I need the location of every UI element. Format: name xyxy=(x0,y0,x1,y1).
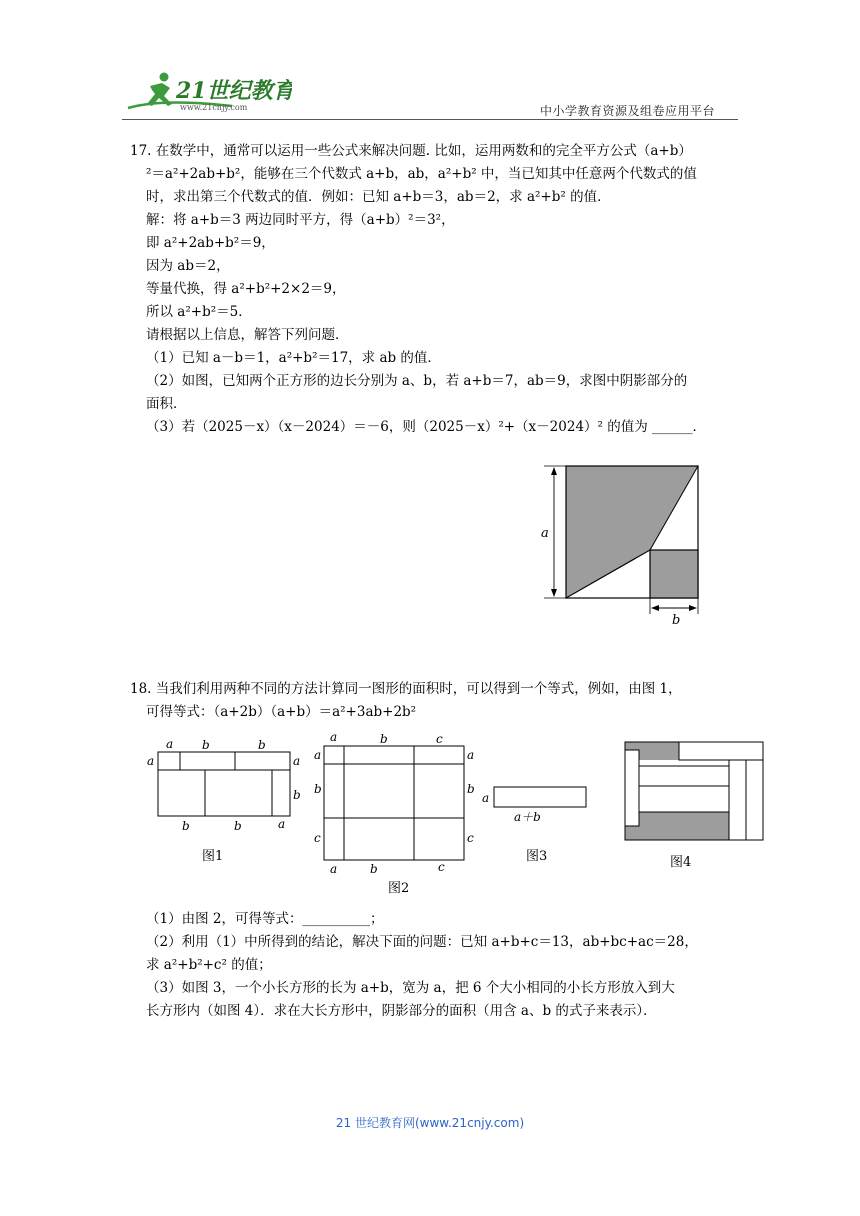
q17-small-square xyxy=(650,550,698,598)
q17-line-11: （2）如图，已知两个正方形的边长分别为 a、b，若 a+b＝7，ab＝9，求图中阴影部分的 xyxy=(146,373,688,389)
q17-line-12: 面积． xyxy=(146,396,187,412)
q18-part-3: （3）如图 3，一个小长方形的长为 a+b，宽为 a，把 6 个大小相同的小长方形放入到大 xyxy=(146,980,675,996)
q17-label-b: b xyxy=(672,613,681,628)
question-17 xyxy=(130,140,706,439)
q17-line-3: 时，求出第三个代数式的值．例如：已知 a+b＝3，ab＝2，求 a²+b² 的值． xyxy=(146,189,611,205)
fig2-caption: 图2 xyxy=(388,881,410,896)
fig2-top-b: b xyxy=(380,732,388,746)
q18-part-2-cont: 求 a²+b²+c² 的值； xyxy=(146,957,272,973)
q17-line-8: 所以 a²+b²＝5． xyxy=(146,304,252,320)
figure-4 xyxy=(620,736,770,876)
fig1-top-a: a xyxy=(166,737,174,751)
q18-part-2: （2）利用（1）中所得到的结论，解决下面的问题：已知 a+b+c＝13，ab+bc+ac＝28， xyxy=(146,934,698,950)
question-18 xyxy=(130,678,682,724)
fig2-bottom-b: b xyxy=(370,862,378,876)
fig2-top-a: a xyxy=(330,730,338,744)
logo-subtitle: www.21cnjy.com xyxy=(180,103,248,112)
fig1-right-b: b xyxy=(293,788,301,802)
q17-line-7: 等量代换，得 a²+b²+2×2＝9， xyxy=(146,281,346,297)
footer-link[interactable]: 21 世纪教育网(www.21cnjy.com) xyxy=(335,1116,525,1130)
fig3-left-a: a xyxy=(482,791,490,805)
fig1-right-a: a xyxy=(293,754,301,768)
fig4-shade-bottom xyxy=(625,812,729,840)
q17-line-1: 17. 在数学中，通常可以运用一些公式来解决问题. 比如，运用两数和的完全平方公式（a+b） xyxy=(130,143,692,159)
q17-line-4: 解：将 a+b＝3 两边同时平方，得（a+b）²＝3²， xyxy=(146,212,455,228)
header-divider xyxy=(122,119,738,120)
figure-3 xyxy=(478,780,598,870)
fig3-caption: 图3 xyxy=(526,849,548,864)
q17-label-a: a xyxy=(541,526,549,541)
figure-2 xyxy=(310,730,480,898)
figure-1 xyxy=(144,736,304,868)
q17-line-10: （1）已知 a－b＝1，a²+b²＝17，求 ab 的值． xyxy=(146,350,441,366)
fig2-right-b: b xyxy=(467,782,475,796)
fig2-top-c: c xyxy=(436,732,443,746)
q17-line-13: （3）若（2025－x）（x－2024）＝－6，则（2025－x）²+（x－2024）² 的值为 ______． xyxy=(146,419,707,435)
fig2-left-a: a xyxy=(314,748,322,762)
logo-title: 21世纪教育 xyxy=(176,78,292,104)
fig2-bottom-c: c xyxy=(438,860,445,874)
platform-name: 中小学教育资源及组卷应用平台 xyxy=(540,104,716,118)
fig2-right-c: c xyxy=(467,831,474,845)
fig1-top-b2: b xyxy=(258,738,266,752)
fig1-bottom-a: a xyxy=(278,817,286,831)
fig3-bottom-ab: a＋b xyxy=(514,810,541,824)
q18-part-3-cont: 长方形内（如图 4）．求在大长方形中，阴影部分的面积（用含 a、b 的式子来表示）． xyxy=(146,1003,657,1019)
fig1-top-b1: b xyxy=(202,738,210,752)
fig4-caption: 图4 xyxy=(670,855,692,870)
fig2-right-a: a xyxy=(467,748,475,762)
q17-line-5: 即 a²+2ab+b²＝9， xyxy=(146,235,275,251)
q17-line-2: ²＝a²+2ab+b²，能够在三个代数式 a+b，ab，a²+b² 中，当已知其中任意两个代数式的值 xyxy=(146,166,697,182)
q18-line-2: 可得等式：（a+2b）（a+b）＝a²+3ab+2b² xyxy=(146,704,417,720)
q17-line-9: 请根据以上信息，解答下列问题． xyxy=(146,327,349,343)
fig1-bottom-b2: b xyxy=(234,819,242,833)
q17-line-6: 因为 ab＝2， xyxy=(146,258,230,274)
q17-figure xyxy=(536,462,706,632)
fig1-left-a: a xyxy=(147,754,155,768)
fig2-bottom-a: a xyxy=(330,862,338,876)
site-logo xyxy=(122,68,292,114)
fig2-left-b: b xyxy=(314,782,322,796)
fig1-bottom-b1: b xyxy=(182,819,190,833)
q18-line-1: 18. 当我们利用两种不同的方法计算同一图形的面积时，可以得到一个等式，例如，由图 1， xyxy=(130,681,682,697)
fig2-left-c: c xyxy=(314,831,321,845)
fig1-caption: 图1 xyxy=(202,849,224,864)
q18-parts xyxy=(146,908,698,1023)
q18-part-1: （1）由图 2，可得等式：__________； xyxy=(146,911,384,927)
